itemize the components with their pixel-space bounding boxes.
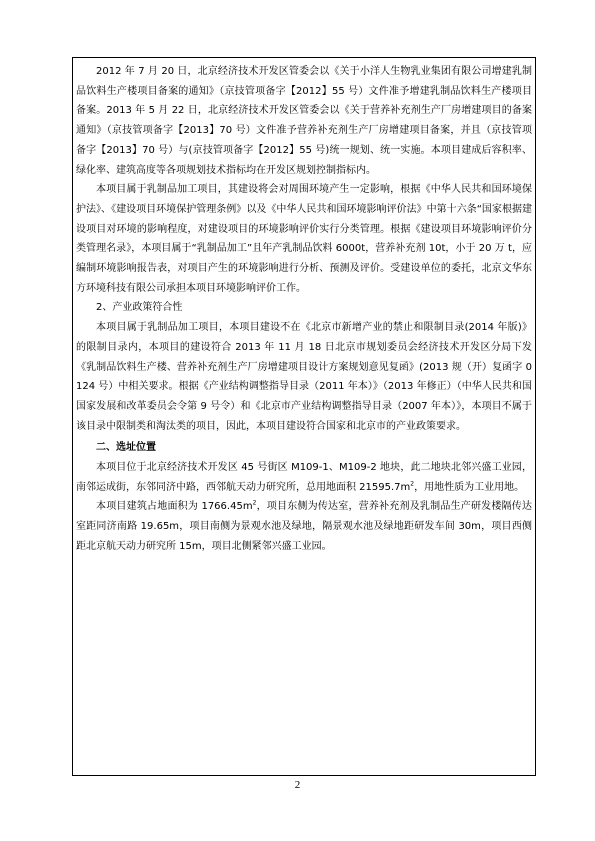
surroundings-text-end: ，项目东侧为传达室，营养补充剂及乳制品生产研发楼隔传达室距同济南路 19.65m，项目南侧为景观水池及绿地，隔景观水池及绿地距研发车间 30m，项目西侧距北京航天动力研究所 15m，项目北侧紧邻兴盛工业园。	[76, 501, 532, 552]
document-body	[76, 62, 532, 557]
page-number: 2	[294, 779, 301, 791]
area-unit-superscript: 2	[410, 480, 415, 488]
site-location-text-end: ，用地性质为工业用地。	[414, 481, 525, 493]
paragraph-policy-compliance: 本项目属于乳制品加工项目，本项目建设不在《北京市新增产业的禁止和限制目录(2014 年版)》的限制目录内，本项目的建设符合 2013 年 11 月 18 日北京市规划委员会经济技术开发区分局下发《乳制品饮料生产楼、营养补充剂生产厂房增建项目设计方案规划意见复函》(2013 规（开）复函字 0124 号）中相关要求。根据《产业结构调整指导目录（2011 年本）》（2013 年修正）（中华人民共和国国家发展和改革委员会令第 9 号令）和《北京市产业结构调整指导目录（2007 年本）》，本项目不属于该目录中限制类和淘汰类的项目，因此，本项目建设符合国家和北京市的产业政策要求。	[76, 322, 532, 432]
surroundings-text: 本项目建筑占地面积为 1766.45m	[96, 501, 253, 513]
floor-area-unit-superscript: 2	[252, 500, 257, 508]
heading-industrial-policy: 2、产业政策符合性	[96, 302, 183, 314]
paragraph-site-location	[76, 458, 532, 497]
paragraph-eia-basis: 本项目属于乳制品加工项目，其建设将会对周围环境产生一定影响，根据《中华人民共和国环境保护法》、《建设项目环境保护管理条例》以及《中华人民共和国环境影响评价法》中第十六条“国家根据建设项目对环境的影响程度，对建设项目的环境影响评价实行分类管理。根据《建设项目环境影响评价分类管理名录》，本项目属于“乳制品加工”且年产乳制品饮料 6000t，营养补充剂 10t，小于 20 万 t，应编制环境影响报告表，对项目产生的环境影响进行分析、预测及评价。受建设单位的委托，北京文华东方环境科技有限公司承担本项目环境影响评价工作。	[76, 184, 532, 294]
site-location-text: 本项目位于北京经济技术开发区 45 号街区 M109-1、M109-2 地块，此二地块北邻兴盛工业园，南邻运成街，东邻同济中路，西邻航天动力研究所，总用地面积 21595.7m	[76, 462, 532, 493]
paragraph-surroundings	[76, 497, 532, 556]
heading-site-location: 二、选址位置	[96, 442, 156, 454]
paragraph-filing-history: 2012 年 7 月 20 日，北京经济技术开发区管委会以《关于小洋人生物乳业集团有限公司增建乳制品饮料生产楼项目备案的通知》（京技管项备字【2012】55 号）文件准予增建乳制品饮料生产楼项目备案。2013 年 5 月 22 日，北京经济技术开发区管委会以《关于营养补充剂生产厂房增建项目的备案通知》（京技管项备字【2013】70 号）文件准予营养补充剂生产厂房增建项目备案，并且（京技管项备字【2013】70 号）与(京技管项备字【2012】55 号)统一规划、统一实施。本项目建成后容积率、绿化率、建筑高度等各项规划技术指标均在开发区规划控制指标内。	[76, 66, 532, 176]
